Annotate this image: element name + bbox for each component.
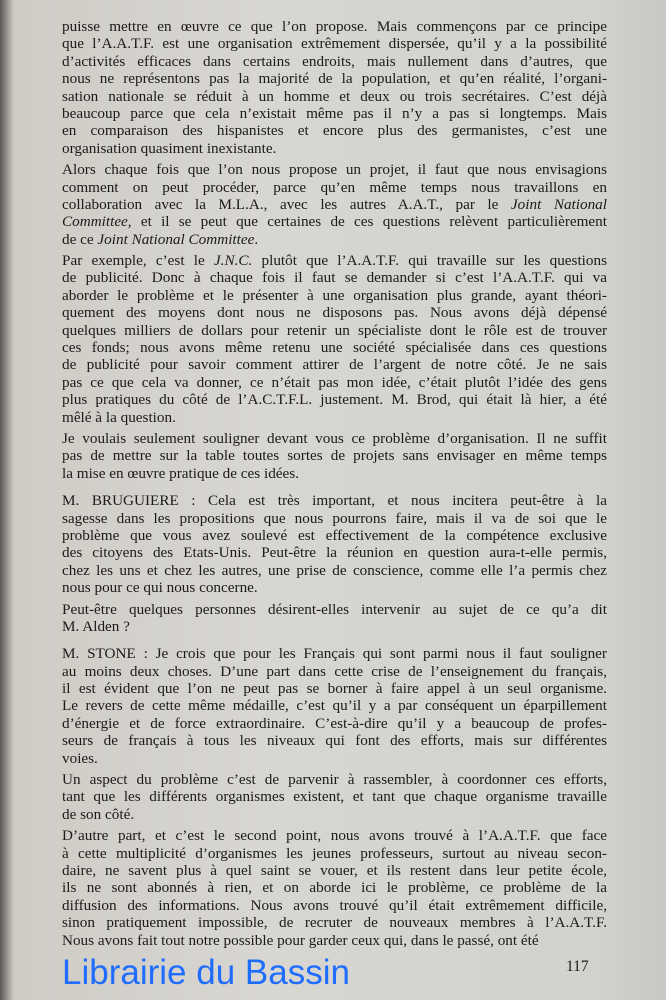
paragraph	[62, 645, 607, 767]
text-line: chez les uns et chez les autres, une prise de conscience, comme elle l’a permis chez	[62, 561, 607, 579]
text-line: aborder le problème et le présenter à une organisation plus grande, ayant théori-	[62, 286, 607, 304]
text-line: Alors chaque fois que l’on nous propose un projet, il faut que nous envisagions	[62, 161, 607, 179]
watermark: Librairie du Bassin	[62, 953, 350, 992]
text-line: Le revers de cette même médaille, c’est qu’il y a par conséquent un éparpillement	[62, 697, 607, 715]
text-line: beaucoup parce que cela n’existait même pas il n’y a pas si longtemps. Mais	[62, 104, 607, 122]
text-line: daire, ne savent plus à quel saint se vouer, et ils restent dans leur petite école,	[62, 861, 607, 879]
text-line: sagesse dans les propositions que nous pourrons faire, mais il va de soi que le	[62, 509, 607, 527]
text-line: voies.	[62, 749, 98, 767]
text-line: en comparaison des hispanistes et encore plus des germanistes, c’est une	[62, 122, 607, 140]
text-segment: Par exemple, c’est le	[62, 252, 214, 270]
text-line: diffusion des informations. Nous avons trouvé qu’il était extrêmement difficile,	[62, 896, 607, 914]
text-line: mêlé à la question.	[62, 408, 176, 426]
text-line: ils ne sont abonnés à rien, et on aborde ici le problème, ce problème de la	[62, 879, 607, 897]
text-line	[62, 196, 607, 213]
paragraph	[62, 18, 607, 157]
text-line: quelques milliers de dollars pour retenir un spécialiste dont le rôle est de trouver	[62, 321, 607, 339]
text-line	[62, 231, 607, 248]
italic-text: J.N.C.	[213, 252, 253, 270]
paragraph	[62, 430, 607, 482]
text-line: M. Alden ?	[62, 617, 130, 635]
text-line: d’énergie et de force extraordinaire. C’est-à-dire qu’il y a beaucoup de profes-	[62, 714, 607, 732]
text-line: pas de mettre sur la table toutes sortes de projets sans envisager en même temps	[62, 447, 607, 465]
text-line: de publicité. Donc à chaque fois il faut se demander si c’est l’A.A.T.F. qui va	[62, 269, 607, 287]
text-line: de son côté.	[62, 805, 135, 823]
paragraph	[62, 827, 607, 949]
paragraph	[62, 492, 607, 596]
text-line: sation nationale se réduit à un homme et deux ou trois secrétaires. C’est déjà	[62, 87, 607, 105]
text-segment: et il se peut que certaines de ces questions relèvent particulièrement	[131, 213, 607, 231]
text-line: D’autre part, et c’est le second point, nous avons trouvé à l’A.A.T.F. que face	[62, 827, 607, 845]
text-line: de publicité pour savoir comment attirer de l’argent de notre côté. Je ne sais	[62, 356, 607, 374]
text-line: nous ne représentons pas la majorité de la population, et qu’en réalité, l’organi-	[62, 70, 607, 88]
text-line: que l’A.A.T.F. est une organisation extrêmement dispersée, qu’il y a la possibilité	[62, 35, 607, 53]
text-line	[62, 252, 607, 269]
text-line: Un aspect du problème c’est de parvenir à rassembler, à coordonner ces efforts,	[62, 771, 607, 789]
text-line: quement des moyens dont nous ne disposons pas. Nous avons déjà dépensé	[62, 304, 607, 322]
italic-text: Committee,	[62, 213, 132, 231]
paragraph	[62, 771, 607, 823]
italic-text: Joint National	[510, 195, 607, 213]
text-line: des citoyens des Etats-Unis. Peut-être la réunion en question aura-t-elle permis,	[62, 544, 607, 562]
text-line: problème que vous avez soulevé est effectivement de la compétence exclusive	[62, 526, 607, 544]
text-line: Nous avons fait tout notre possible pour garder ceux qui, dans le passé, ont été	[62, 931, 539, 949]
text-line: Je voulais seulement souligner devant vous ce problème d’organisation. Il ne suffit	[62, 429, 607, 447]
text-line: puisse mettre en œuvre ce que l’on propose. Mais commençons par ce principe	[62, 18, 607, 35]
text-line: seurs de français à tous les niveaux qui font des efforts, mais sur différentes	[62, 732, 607, 750]
text-line: pas ce que cela va donner, ce n’était pas mon idée, c’était plutôt l’idée des gens	[62, 373, 607, 391]
text-line: sinon pratiquement impossible, de recruter de nouveaux membres à l’A.A.T.F.	[62, 914, 607, 932]
paragraph	[62, 252, 607, 426]
text-line: au moins deux choses. D’une part dans cette crise de l’enseignement du français,	[62, 662, 607, 680]
text-line: tant que les différents organismes existent, et tant que chaque organisme travaille	[62, 788, 607, 806]
text-line: nous pour ce qui nous concerne.	[62, 579, 258, 597]
page-number: 117	[566, 958, 589, 975]
text-line: M. STONE : Je crois que pour les Français qui sont parmi nous il faut souligner	[62, 645, 607, 663]
text-segment: de ce	[62, 230, 98, 248]
text-line: comment on peut procéder, parce qu’en même temps nous travaillons en	[62, 178, 607, 196]
text-segment: .	[254, 230, 259, 248]
text-line: ces fonds; nous avons même retenu une société spécialisée dans ces questions	[62, 339, 607, 357]
text-line: la mise en œuvre pratique de ces idées.	[62, 464, 300, 482]
text-line: à cette multiplicité d’organismes les jeunes professeurs, surtout au niveau secon-	[62, 844, 607, 862]
text-line: organisation quasiment inexistante.	[62, 139, 277, 157]
page-text	[62, 18, 607, 949]
paragraph	[62, 161, 607, 248]
text-segment: plutôt que l’A.A.T.F. qui travaille sur les questions	[252, 252, 607, 270]
italic-text: Joint National Committee	[97, 230, 255, 248]
text-line: plus pratiques du côté de l’A.C.T.F.L. justement. M. Brod, qui était là hier, a été	[62, 391, 607, 409]
text-line: il est évident que l’on ne peut pas se borner à faire appel à un seul organisme.	[62, 680, 607, 698]
text-line: M. BRUGUIERE : Cela est très important, et nous incitera peut-être à la	[62, 492, 607, 510]
text-line: Peut-être quelques personnes désirent-elles intervenir au sujet de ce qu’a dit	[62, 600, 607, 618]
text-line	[62, 213, 607, 230]
text-line: d’activités efficaces dans certains endroits, mais nullement dans d’autres, que	[62, 52, 607, 70]
paragraph	[62, 601, 607, 636]
text-segment: collaboration avec la M.L.A., avec les autres A.A.T., par le	[62, 195, 511, 213]
